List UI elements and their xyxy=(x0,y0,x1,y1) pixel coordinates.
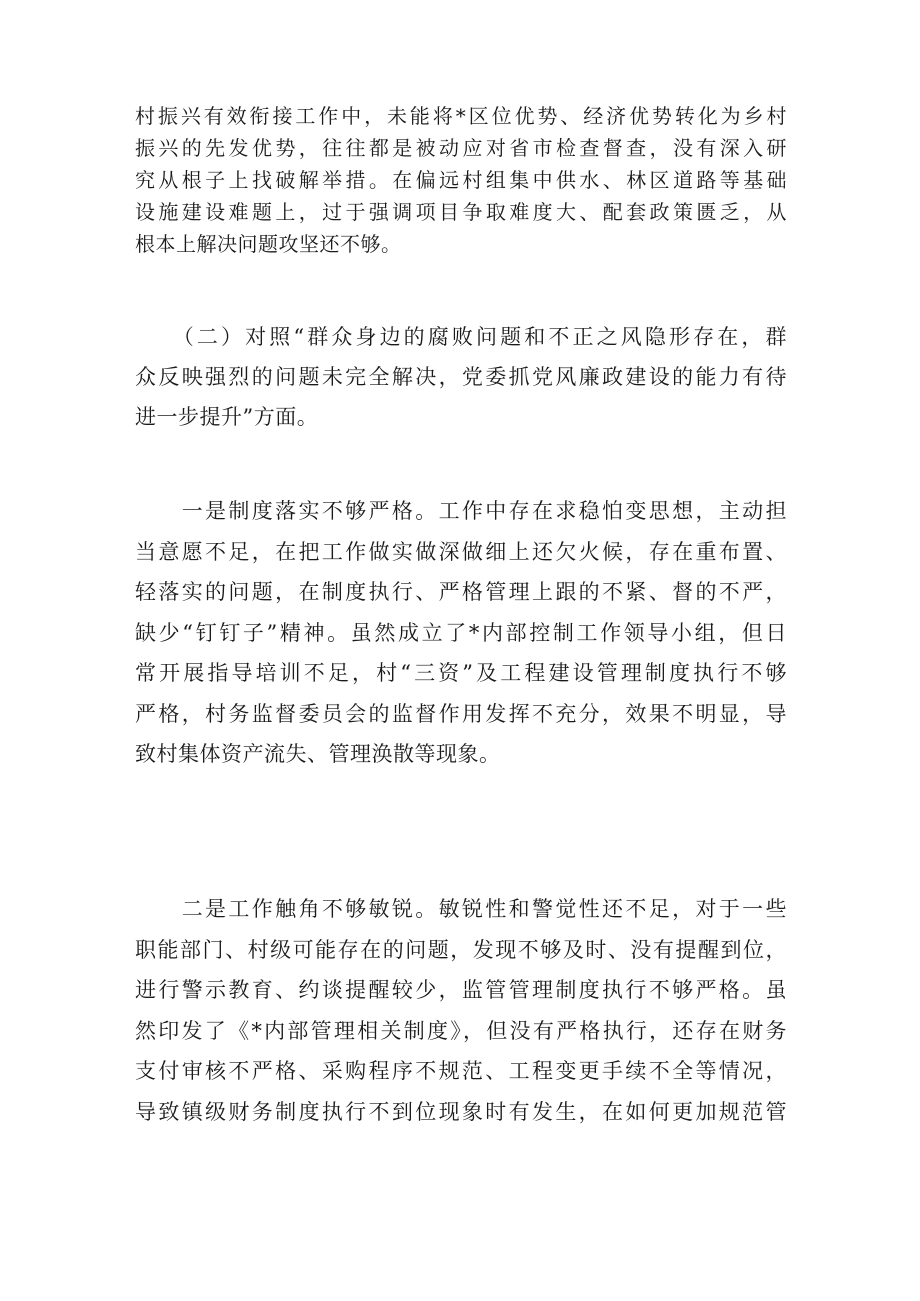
text-line: 设施建设难题上，过于强调项目争取难度大、配套政策匮乏，从 xyxy=(135,200,787,224)
text-line: 进一步提升”方面。 xyxy=(135,405,319,429)
paragraph-point-two xyxy=(135,889,787,1132)
text-line: 职能部门、村级可能存在的问题，发现不够及时、没有提醒到位， xyxy=(135,937,787,962)
text-line: 众反映强烈的问题未完全解决，党委抓党风廉政建设的能力有待 xyxy=(135,365,787,389)
text-line: 支付审核不严格、采购程序不规范、工程变更手续不全等情况， xyxy=(135,1059,787,1083)
text-line: 村振兴有效衔接工作中，未能将*区位优势、经济优势转化为乡村 xyxy=(135,104,787,128)
text-line: 根本上解决问题攻坚还不够。 xyxy=(135,232,402,256)
text-line: （二）对照“群众身边的腐败问题和不正之风隐形存在，群 xyxy=(135,325,787,349)
paragraph-rural-revitalization xyxy=(135,100,787,260)
text-line: 二是工作触角不够敏锐。敏锐性和警觉性还不足，对于一些 xyxy=(135,897,787,921)
text-line: 轻落实的问题，在制度执行、严格管理上跟的不紧、督的不严， xyxy=(135,580,787,604)
text-line: 致村集体资产流失、管理涣散等现象。 xyxy=(135,742,501,766)
text-line: 导致镇级财务制度执行不到位现象时有发生，在如何更加规范管 xyxy=(135,1099,787,1124)
text-line: 振兴的先发优势，往往都是被动应对省市检查督查，没有深入研 xyxy=(135,136,787,160)
text-line: 进行警示教育、约谈提醒较少，监管管理制度执行不够严格。虽 xyxy=(135,978,787,1002)
text-line: 一是制度落实不够严格。工作中存在求稳怕变思想，主动担 xyxy=(135,499,787,523)
text-line: 常开展指导培训不足，村“三资”及工程建设管理制度执行不够 xyxy=(135,661,787,685)
paragraph-point-one xyxy=(135,491,787,775)
text-line: 究从根子上找破解举措。在偏远村组集中供水、林区道路等基础 xyxy=(135,168,787,192)
text-line: 缺少“钉钉子”精神。虽然成立了*内部控制工作领导小组，但日 xyxy=(135,620,787,645)
section-heading-two xyxy=(135,317,787,437)
text-line: 严格，村务监督委员会的监督作用发挥不充分，效果不明显，导 xyxy=(135,701,787,726)
text-line: 当意愿不足，在把工作做实做深做细上还欠火候，存在重布置、 xyxy=(135,539,787,564)
text-line: 然印发了《*内部管理相关制度》，但没有严格执行，还存在财务 xyxy=(135,1018,787,1043)
